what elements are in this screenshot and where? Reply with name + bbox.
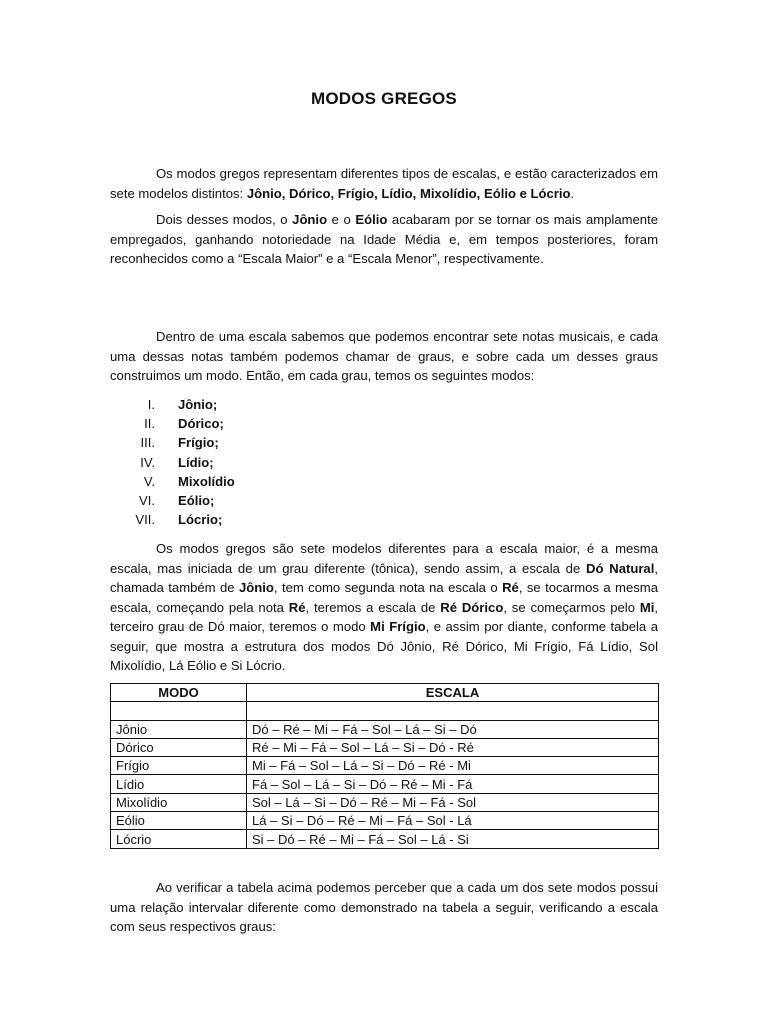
bold-run: Jônio — [238, 580, 274, 595]
text-run: , teremos a escala de — [305, 599, 441, 615]
text-run: acabaram por se tornar os mais amplamente empregados, ganhando notoriedade na Idade Média e, em tempos posteriores, foram reconhecidos como a “Escala Maior” e a “Escala Menor”, respectivamente. — [110, 212, 659, 266]
list-number: II. — [144, 416, 155, 432]
table-row — [111, 775, 659, 793]
bold-run: Dó Natural — [586, 560, 655, 576]
cell-escala: Ré – Mi – Fá – Sol – Lá – Si – Dó - Ré — [247, 738, 659, 756]
text-run: Os modos gregos são sete modelos diferentes para a escala maior, é a mesma escala, mas iniciada de um grau diferente (tônica), sendo assim, a escala de — [110, 541, 658, 576]
table-row — [111, 830, 659, 848]
text-run: e o — [327, 212, 356, 227]
paragraph-intro-modes: Jônio, Dórico, Frígio, Lídio, Mixolídio, Eólio e Lócrio — [246, 185, 571, 201]
text-run: , chamada também de — [110, 560, 658, 595]
list-label: Mixolídio — [178, 473, 235, 489]
cell-escala — [247, 702, 659, 720]
table-row — [111, 812, 659, 830]
table-row — [111, 793, 659, 811]
list-label: Frígio; — [178, 435, 219, 451]
page-title: MODOS GREGOS — [311, 89, 457, 108]
cell-escala: Sol – Lá – Si – Dó – Ré – Mi – Fá - Sol — [247, 793, 659, 811]
list-number: IV. — [140, 454, 155, 470]
paragraph-intro-end: . — [570, 185, 575, 201]
paragraph-explanation — [110, 539, 658, 676]
cell-modo: Mixolídio — [111, 793, 247, 811]
table-row — [111, 702, 659, 720]
cell-modo: Frígio — [111, 757, 247, 775]
table-header-row — [111, 684, 659, 702]
cell-modo: Dórico — [111, 738, 247, 756]
cell-escala: Fá – Sol – Lá – Si – Dó – Ré – Mi - Fá — [247, 775, 659, 793]
list-item — [110, 414, 410, 433]
list-label: Eólio; — [178, 492, 215, 508]
paragraph-conclusion-text: Ao verificar a tabela acima podemos perceber que a cada um dos sete modos possui uma relação intervalar diferente como demonstrado na tabela a seguir, verificando a escala com seus respectivos graus: — [110, 880, 658, 934]
paragraph-conclusion — [110, 878, 658, 937]
text-run: , e assim por diante, conforme tabela a seguir, que mostra a estrutura dos modos Dó Jônio, Ré Dórico, Mi Frígio, Fá Lídio, Sol Mixolídio, Lá Eólio e Si Lócrio. — [110, 619, 658, 673]
bold-run: Ré Dórico — [440, 599, 504, 615]
cell-escala: Si – Dó – Ré – Mi – Fá – Sol – Lá - Si — [247, 830, 659, 848]
table-row — [111, 720, 659, 738]
bold-run: Mi — [639, 599, 655, 615]
bold-run: Mi Frígio — [370, 619, 426, 634]
list-item — [110, 395, 410, 414]
cell-modo — [111, 702, 247, 720]
table-row — [111, 757, 659, 775]
bold-run: Ré — [288, 599, 306, 615]
text-run: , se começarmos pelo — [503, 599, 640, 615]
modes-table — [110, 683, 659, 849]
paragraph-degrees-text: Dentro de uma escala sabemos que podemos encontrar sete notas musicais, e cada uma dessas notas também podemos chamar de graus, e sobre cada um desses graus construimos um modo. Então, em cada grau, temos os seguintes modos: — [110, 329, 658, 383]
list-number: VI. — [138, 492, 155, 508]
cell-escala: Dó – Ré – Mi – Fá – Sol – Lá – Si – Dó — [247, 720, 659, 738]
cell-modo: Lídio — [111, 775, 247, 793]
bold-run: Jônio — [292, 212, 328, 227]
list-item — [110, 453, 410, 472]
text-run: , se tocarmos a mesma escala, começando pela nota — [110, 580, 658, 615]
list-label: Dórico; — [178, 416, 224, 432]
list-item — [110, 472, 410, 491]
list-number: I. — [147, 397, 155, 412]
list-item — [110, 510, 410, 529]
modes-list — [110, 395, 410, 529]
header-escala: ESCALA — [247, 684, 659, 702]
list-item — [110, 433, 410, 452]
text-run: , terceiro grau de Dó maior, teremos o modo — [110, 599, 659, 634]
cell-escala: Mi – Fá – Sol – Lá – Si – Dó – Ré - Mi — [247, 757, 659, 775]
cell-escala: Lá – Si – Dó – Ré – Mi – Fá – Sol - Lá — [247, 812, 659, 830]
text-run: Dois desses modos, o — [156, 212, 293, 227]
text-run: , tem como segunda nota na escala o — [273, 580, 503, 595]
list-number: V. — [143, 473, 155, 489]
table-row — [111, 738, 659, 756]
list-number: VII. — [135, 512, 155, 528]
list-item — [110, 491, 410, 510]
list-label: Jônio; — [178, 397, 218, 412]
paragraph-intro — [110, 164, 658, 203]
bold-run: Ré — [502, 580, 519, 595]
bold-run: Eólio — [355, 212, 388, 227]
cell-modo: Jônio — [111, 720, 247, 738]
paragraph-intro-text: Os modos gregos representam diferentes tipos de escalas, e estão caracterizados em sete modelos distintos: — [110, 166, 658, 201]
paragraph-popular-modes — [110, 210, 658, 269]
cell-modo: Lócrio — [111, 830, 247, 848]
list-label: Lócrio; — [178, 512, 223, 528]
header-modo: MODO — [111, 684, 247, 702]
list-number: III. — [140, 435, 155, 451]
cell-modo: Eólio — [111, 812, 247, 830]
paragraph-degrees — [110, 327, 658, 386]
list-label: Lídio; — [178, 454, 214, 470]
